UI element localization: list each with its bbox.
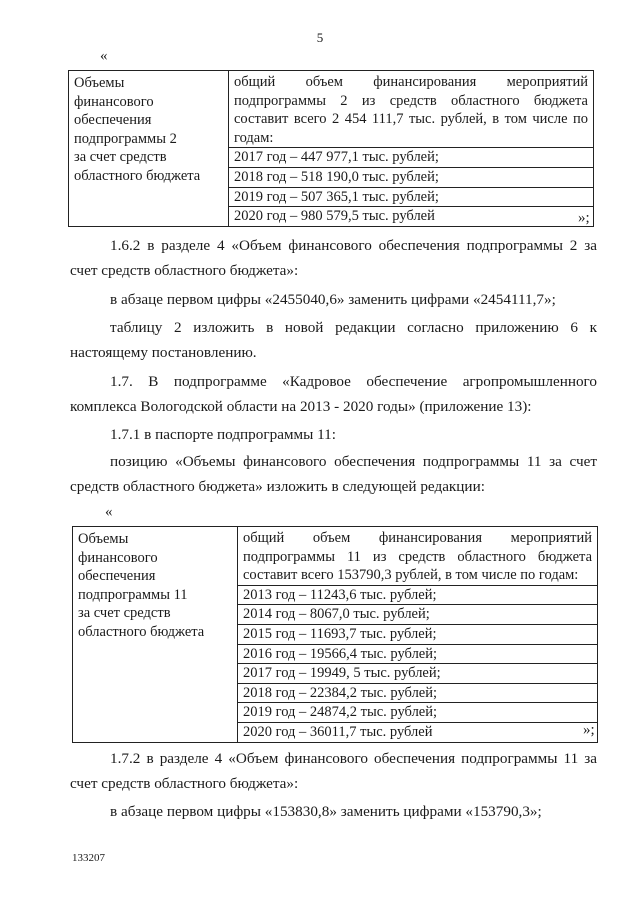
page-number: 5 bbox=[316, 30, 324, 45]
paragraph: в абзаце первом цифры «153830,8» заменить цифрами «153790,3»; bbox=[110, 803, 542, 820]
label-line: обеспечения bbox=[74, 112, 152, 129]
label-line: областного бюджета bbox=[78, 623, 205, 640]
paragraph: позицию «Объемы финансового обеспечения подпрограммы 11 за счет средств областного бюджета» изложить в следующей редакции: bbox=[70, 453, 597, 495]
paragraph: 1.7.2 в разделе 4 «Объем финансового обеспечения подпрограммы 11 за счет средств областного бюджета»: bbox=[70, 750, 597, 792]
label-line: за счет средств bbox=[78, 605, 171, 622]
open-quote: « bbox=[105, 504, 113, 520]
close-quote: »; bbox=[583, 722, 595, 738]
paragraph: в абзаце первом цифры «2455040,6» заменить цифрами «2454111,7»; bbox=[110, 291, 556, 308]
paragraph: 1.7. В подпрограмме «Кадровое обеспечение агропромышленного комплекса Вологодской области на 2013 - 2020 годы» (приложение 13): bbox=[70, 373, 597, 415]
label-line: Объемы bbox=[78, 531, 129, 547]
close-quote: »; bbox=[578, 210, 590, 226]
document-code: 133207 bbox=[72, 852, 105, 864]
funding-intro: общий объем финансирования мероприятий подпрограммы 11 из средств областного бюджета составит всего 153790,3 рублей, в том числе по годам: bbox=[238, 527, 597, 586]
year-row: 2020 год – 980 579,5 тыс. рублей bbox=[234, 208, 435, 225]
table-value-cell bbox=[229, 71, 594, 227]
year-row: 2020 год – 36011,7 тыс. рублей bbox=[243, 723, 433, 740]
table-label-cell bbox=[69, 71, 229, 227]
open-quote: « bbox=[100, 48, 108, 64]
year-row: 2019 год – 24874,2 тыс. рублей; bbox=[238, 703, 597, 723]
label-line: подпрограммы 11 bbox=[78, 586, 188, 603]
funding-intro: общий объем финансирования мероприятий подпрограммы 2 из средств областного бюджета составит всего 2 454 111,7 тыс. рублей, в том числе по годам: bbox=[229, 71, 593, 148]
year-row: 2018 год – 518 190,0 тыс. рублей; bbox=[229, 168, 593, 188]
label-line: Объемы bbox=[74, 75, 125, 91]
funding-table-subprogram-11 bbox=[72, 526, 598, 743]
table-label-cell bbox=[73, 527, 238, 743]
paragraph: 1.6.2 в разделе 4 «Объем финансового обеспечения подпрограммы 2 за счет средств областного бюджета»: bbox=[70, 237, 597, 279]
paragraph: 1.7.1 в паспорте подпрограммы 11: bbox=[110, 426, 336, 443]
label-line: подпрограммы 2 bbox=[74, 130, 177, 147]
year-row: 2018 год – 22384,2 тыс. рублей; bbox=[238, 684, 597, 704]
label-line: финансового bbox=[78, 549, 158, 566]
funding-table-subprogram-2 bbox=[68, 70, 594, 227]
table-value-cell bbox=[238, 527, 598, 743]
year-row: 2017 год – 19949, 5 тыс. рублей; bbox=[238, 664, 597, 684]
year-row: 2014 год – 8067,0 тыс. рублей; bbox=[238, 605, 597, 625]
paragraph: таблицу 2 изложить в новой редакции согласно приложению 6 к настоящему постановлению. bbox=[70, 319, 597, 361]
label-line: за счет средств bbox=[74, 149, 167, 166]
label-line: финансового bbox=[74, 93, 154, 110]
year-row: 2013 год – 11243,6 тыс. рублей; bbox=[238, 586, 597, 606]
year-row: 2019 год – 507 365,1 тыс. рублей; bbox=[229, 188, 593, 208]
year-row: 2016 год – 19566,4 тыс. рублей; bbox=[238, 645, 597, 665]
year-row: 2015 год – 11693,7 тыс. рублей; bbox=[238, 625, 597, 645]
year-row: 2017 год – 447 977,1 тыс. рублей; bbox=[229, 148, 593, 168]
label-line: обеспечения bbox=[78, 568, 156, 585]
label-line: областного бюджета bbox=[74, 167, 201, 184]
